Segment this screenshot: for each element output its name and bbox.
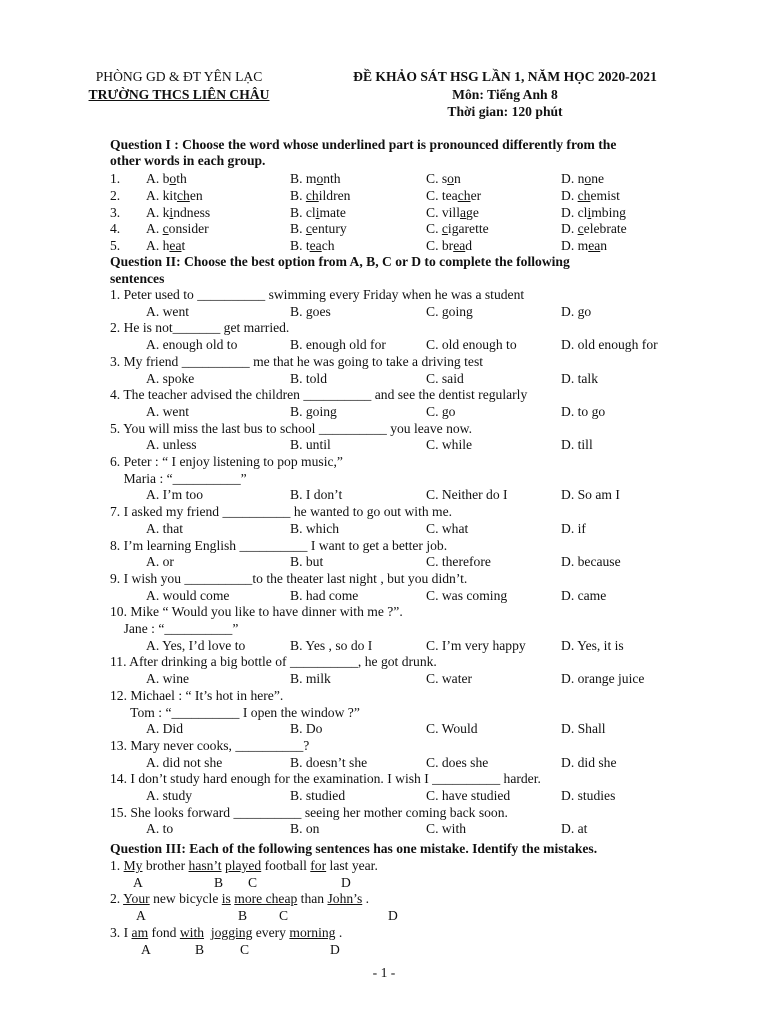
page-number: - 1 - <box>372 965 396 980</box>
underlined-part: ch <box>176 187 190 203</box>
q2-question-stem: 2. He is not_______ get married. <box>110 320 290 336</box>
q2-option[interactable]: C. was coming <box>426 587 508 603</box>
q2-option[interactable]: C. I’m very happy <box>426 637 526 653</box>
q2-option[interactable]: B. until <box>290 437 331 453</box>
q2-question-stem: 14. I don’t study hard enough for the examination. I wish I __________ harder. <box>110 771 541 787</box>
q2-option[interactable]: B. had come <box>290 587 359 603</box>
q2-title-line2: sentences <box>110 270 165 286</box>
q2-option[interactable]: B. but <box>290 554 324 570</box>
q2-option[interactable]: A. to <box>146 821 174 837</box>
q3-underlined-part[interactable]: morning <box>289 925 336 940</box>
q2-option[interactable]: B. going <box>290 403 337 419</box>
q2-option[interactable]: A. or <box>146 554 174 570</box>
q2-option[interactable]: A. went <box>146 403 190 419</box>
q2-option[interactable]: B. told <box>290 370 328 386</box>
q2-question-stem: 13. Mary never cooks, __________? <box>110 737 310 753</box>
q2-option[interactable]: A. study <box>146 788 193 803</box>
q2-option[interactable]: C. therefore <box>426 554 491 570</box>
q1-option[interactable]: D. climbing <box>561 204 626 220</box>
q3-sentence: 3. I am fond with jogging every morning . <box>110 925 343 940</box>
q2-option[interactable]: D. So am I <box>561 487 620 503</box>
q2-option[interactable]: C. water <box>426 671 473 687</box>
underlined-part: ch <box>457 187 471 203</box>
q1-option[interactable]: A. kitchen <box>146 187 203 203</box>
q2-question-stem: Maria : “__________” <box>110 470 247 486</box>
q2-option[interactable]: A. enough old to <box>146 337 238 353</box>
q2-question-stem: 9. I wish you __________to the theater last night , but you didn’t. <box>110 570 468 586</box>
q2-option[interactable]: C. old enough to <box>426 337 517 353</box>
q3-label: C <box>248 875 258 890</box>
q2-option[interactable]: A. went <box>146 303 190 319</box>
underlined-part: c <box>305 221 312 237</box>
q2-option[interactable]: B. which <box>290 520 340 536</box>
q2-option[interactable]: D. Shall <box>561 721 606 737</box>
q2-option[interactable]: D. because <box>561 554 621 570</box>
q2-option[interactable]: B. milk <box>290 671 331 687</box>
q2-option[interactable]: D. studies <box>561 788 616 803</box>
q1-row-number: 2. <box>110 187 121 203</box>
q1-option[interactable]: C. village <box>426 204 479 220</box>
q1-title-line2: other words in each group. <box>110 153 266 168</box>
q2-question-stem: 8. I’m learning English __________ I want to get a better job. <box>110 537 448 553</box>
q3-underlined-part[interactable]: hasn’t <box>188 858 222 873</box>
q2-option[interactable]: D. to go <box>561 403 606 419</box>
q2-option[interactable]: A. Did <box>146 721 184 737</box>
q2-option[interactable]: D. orange juice <box>561 671 645 687</box>
q2-question-stem: Jane : “__________” <box>110 621 239 636</box>
q2-option[interactable]: C. with <box>426 821 467 837</box>
q3-label: B <box>195 942 205 957</box>
q2-option[interactable]: B. goes <box>290 303 331 319</box>
q1-option[interactable]: C. cigarette <box>426 221 489 237</box>
underlined-part: a <box>460 204 467 220</box>
q1-row-number: 3. <box>110 204 121 220</box>
q1-option[interactable]: B. children <box>290 187 351 203</box>
q2-option[interactable]: B. studied <box>290 788 346 803</box>
q2-question-stem: Tom : “__________ I open the window ?” <box>110 704 360 720</box>
underlined-part: ea <box>588 238 601 254</box>
q3-underlined-part[interactable]: is <box>221 891 231 906</box>
q1-option[interactable]: C. bread <box>426 238 473 254</box>
underlined-part: c <box>162 221 169 237</box>
q2-question-stem: 11. After drinking a big bottle of __________, he got drunk. <box>110 654 437 670</box>
q2-option[interactable]: A. Yes, I’d love to <box>146 637 246 653</box>
q3-sentence: 1. My brother hasn’t played football for last year. <box>110 858 378 873</box>
q1-option[interactable]: B. teach <box>290 238 335 254</box>
q2-option[interactable]: D. go <box>561 303 592 319</box>
q3-label: D <box>388 908 398 923</box>
q2-option[interactable]: C. what <box>426 520 469 536</box>
q1-option[interactable]: D. none <box>561 171 605 186</box>
underlined-part: ea <box>309 238 322 254</box>
q2-option[interactable]: A. spoke <box>146 370 195 386</box>
q1-option[interactable]: C. teacher <box>426 187 482 203</box>
q1-option[interactable]: A. consider <box>146 221 209 237</box>
q3-label: C <box>240 942 250 957</box>
q1-row-number: 4. <box>110 221 121 237</box>
q2-option[interactable]: D. if <box>561 520 586 536</box>
underlined-part: o <box>447 171 454 186</box>
q3-label: B <box>214 875 224 890</box>
q2-option[interactable]: B. Yes , so do I <box>290 637 373 653</box>
q2-title-line1: Question II: Choose the best option from A, B, C or D to complete the following <box>110 254 570 269</box>
school-name: TRƯỜNG THCS LIÊN CHÂU <box>88 87 270 102</box>
q2-question-stem: 12. Michael : “ It’s hot in here”. <box>110 687 284 703</box>
underlined-part: ea <box>453 238 466 254</box>
q2-option[interactable]: B. Do <box>290 721 323 737</box>
q1-option[interactable]: A. both <box>146 171 187 186</box>
q3-underlined-part[interactable]: My <box>123 858 143 873</box>
duration: Thời gian: 120 phút <box>447 104 563 119</box>
q2-option[interactable]: B. enough old for <box>290 337 386 353</box>
q2-option[interactable]: D. talk <box>561 370 598 386</box>
q2-option[interactable]: D. old enough for <box>561 337 658 353</box>
q2-question-stem: 10. Mike “ Would you like to have dinner with me ?”. <box>110 604 403 620</box>
q1-option[interactable]: C. son <box>426 171 461 186</box>
q2-question-stem: 3. My friend __________ me that he was going to take a driving test <box>110 353 484 369</box>
q2-option[interactable]: D. at <box>561 821 588 837</box>
underlined-part: c <box>577 221 584 237</box>
q2-option[interactable]: B. doesn’t she <box>290 754 368 770</box>
exam-title: ĐỀ KHẢO SÁT HSG LẦN 1, NĂM HỌC 2020-2021 <box>353 69 657 84</box>
q3-label: A <box>133 875 143 890</box>
subject: Môn: Tiếng Anh 8 <box>452 87 558 102</box>
underlined-part: ch <box>305 187 319 203</box>
q2-option[interactable]: A. unless <box>146 437 197 453</box>
q3-title: Question III: Each of the following sentences has one mistake. Identify the mistakes. <box>110 841 598 856</box>
q3-underlined-part[interactable]: more cheap <box>234 891 298 906</box>
q2-option[interactable]: C. Would <box>426 721 478 737</box>
underlined-part: c <box>441 221 448 237</box>
q3-underlined-part[interactable]: John’s <box>327 891 363 906</box>
q3-label: D <box>330 942 340 957</box>
q3-label: A <box>141 942 151 957</box>
q2-option[interactable]: D. till <box>561 437 593 453</box>
q1-row-number: 5. <box>110 238 121 254</box>
dept-name: PHÒNG GD & ĐT YÊN LẠC <box>95 69 263 84</box>
q3-underlined-part[interactable]: jogging <box>210 925 253 940</box>
q2-option[interactable]: C. while <box>426 437 473 453</box>
underlined-part: o <box>169 171 177 186</box>
q1-option[interactable]: B. climate <box>290 204 346 220</box>
q1-row-number: 1. <box>110 171 121 186</box>
q2-question-stem: 7. I asked my friend __________ he wanted to go out with me. <box>110 504 453 520</box>
q2-option[interactable]: C. said <box>426 370 464 386</box>
q3-sentence: 2. Your new bicycle is more cheap than John’s . <box>110 891 370 906</box>
q3-underlined-part[interactable]: am <box>131 925 149 940</box>
q2-option[interactable]: C. go <box>426 403 456 419</box>
underlined-part: i <box>169 204 174 220</box>
underlined-part: o <box>316 171 324 186</box>
q2-question-stem: 5. You will miss the last bus to school __________ you leave now. <box>110 420 472 436</box>
q2-option[interactable]: A. would come <box>146 587 230 603</box>
underlined-part: i <box>587 204 592 220</box>
q1-option[interactable]: D. mean <box>561 238 608 254</box>
underlined-part: o <box>584 171 592 186</box>
q2-option[interactable]: A. did not she <box>146 754 223 770</box>
q3-label: C <box>279 908 289 923</box>
q1-option[interactable]: A. heat <box>146 238 186 254</box>
q2-option[interactable]: C. Neither do I <box>426 487 508 503</box>
q2-option[interactable]: C. going <box>426 303 473 319</box>
q2-option[interactable]: C. does she <box>426 754 489 770</box>
q1-option[interactable]: D. chemist <box>561 187 620 203</box>
q1-option[interactable]: B. month <box>290 171 341 186</box>
q2-option[interactable]: A. that <box>146 520 183 536</box>
q2-question-stem: 4. The teacher advised the children __________ and see the dentist regularly <box>110 387 528 403</box>
q3-label: A <box>136 908 146 923</box>
q1-option[interactable]: D. celebrate <box>561 221 627 237</box>
q3-underlined-part[interactable]: Your <box>123 891 150 906</box>
underlined-part: ch <box>577 187 591 203</box>
q2-option[interactable]: D. came <box>561 587 607 603</box>
q2-option[interactable]: A. wine <box>146 671 190 687</box>
q1-option[interactable]: A. kindness <box>146 204 211 220</box>
q1-title-line1: Question I : Choose the word whose underlined part is pronounced differently from the <box>110 137 617 152</box>
q2-option[interactable]: D. did she <box>561 754 617 770</box>
q3-underlined-part[interactable]: for <box>310 858 327 873</box>
underlined-part: ea <box>169 238 182 254</box>
underlined-part: i <box>315 204 320 220</box>
q3-label: B <box>238 908 248 923</box>
q3-underlined-part[interactable]: played <box>224 858 262 873</box>
q2-option[interactable]: D. Yes, it is <box>561 637 624 653</box>
q1-option[interactable]: B. century <box>290 221 347 237</box>
q3-underlined-part[interactable]: with <box>179 925 205 940</box>
q2-question-stem: 6. Peter : “ I enjoy listening to pop music,” <box>110 454 343 469</box>
q2-question-stem: 15. She looks forward __________ seeing her mother coming back soon. <box>110 804 508 820</box>
q2-option[interactable]: B. I don’t <box>290 487 343 503</box>
q2-option[interactable]: A. I’m too <box>146 487 204 503</box>
q2-option[interactable]: B. on <box>290 821 320 837</box>
q2-question-stem: 1. Peter used to __________ swimming every Friday when he was a student <box>110 287 525 302</box>
q3-label: D <box>341 875 351 890</box>
q2-option[interactable]: C. have studied <box>426 788 511 803</box>
